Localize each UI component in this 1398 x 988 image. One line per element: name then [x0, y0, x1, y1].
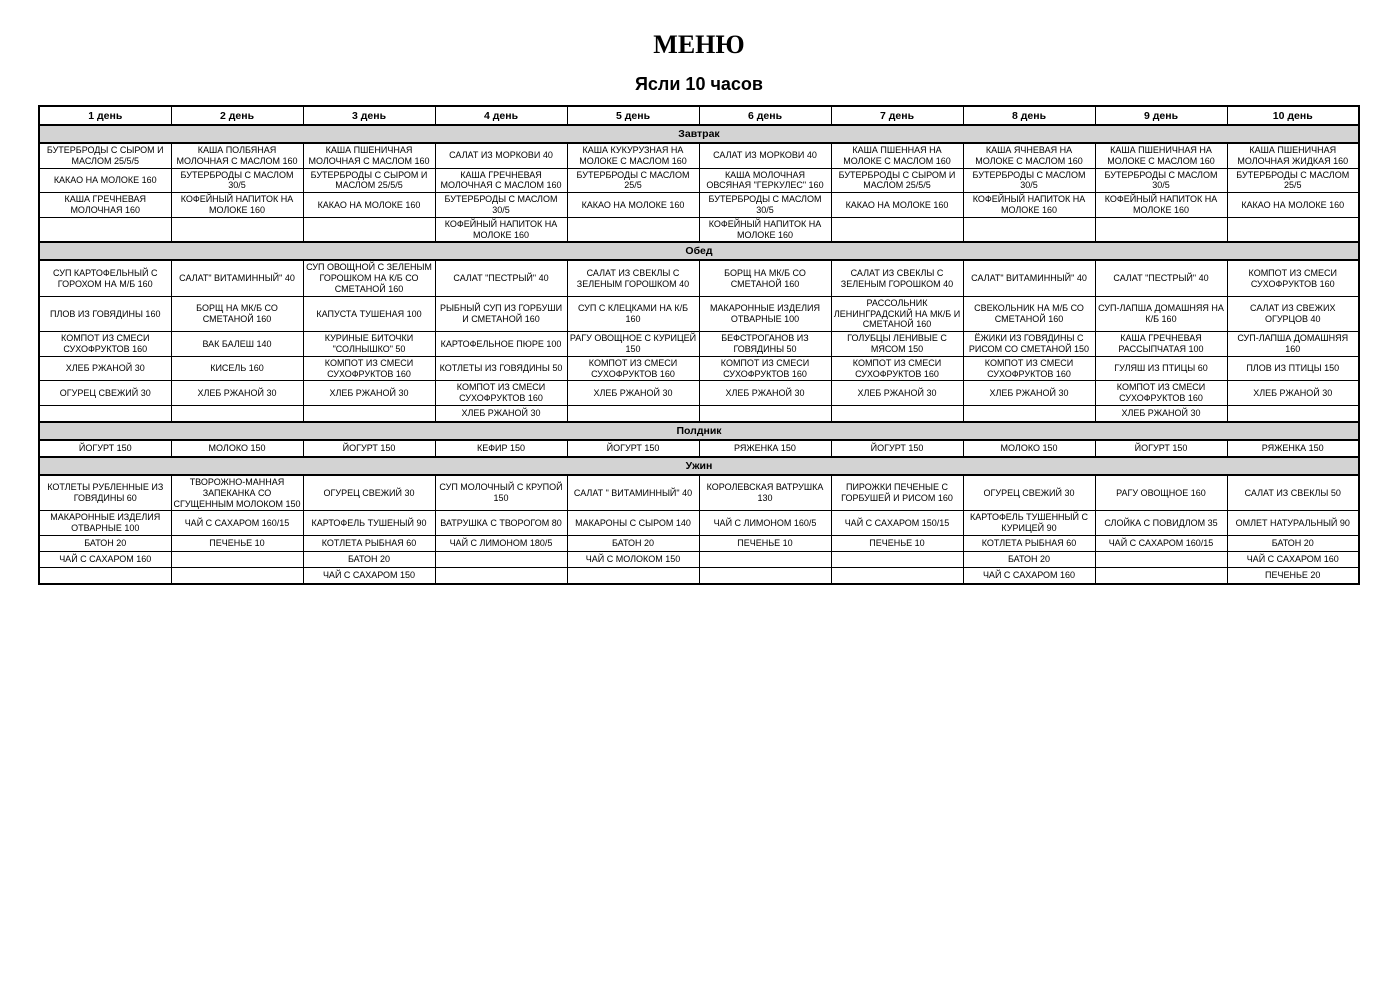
menu-cell: ЧАЙ С САХАРОМ 150/15	[831, 511, 963, 536]
menu-cell: ХЛЕБ РЖАНОЙ 30	[567, 381, 699, 406]
menu-cell: КОФЕЙНЫЙ НАПИТОК НА МОЛОКЕ 160	[1095, 193, 1227, 218]
menu-cell: КОМПОТ ИЗ СМЕСИ СУХОФРУКТОВ 160	[567, 356, 699, 381]
menu-cell: КАША ГРЕЧНЕВАЯ РАССЫПЧАТАЯ 100	[1095, 332, 1227, 357]
menu-cell: КОФЕЙНЫЙ НАПИТОК НА МОЛОКЕ 160	[963, 193, 1095, 218]
menu-cell: СУП ОВОЩНОЙ С ЗЕЛЕНЫМ ГОРОШКОМ НА К/Б СО СМЕТАНОЙ 160	[303, 260, 435, 296]
menu-cell: ЧАЙ С МОЛОКОМ 150	[567, 551, 699, 567]
menu-row	[39, 296, 1359, 331]
day-header: 2 день	[171, 106, 303, 125]
day-header: 8 день	[963, 106, 1095, 125]
menu-cell: КАКАО НА МОЛОКЕ 160	[1227, 193, 1359, 218]
menu-cell: СУП МОЛОЧНЫЙ С КРУПОЙ 150	[435, 475, 567, 511]
section-row	[39, 242, 1359, 260]
menu-cell: ЙОГУРТ 150	[1095, 440, 1227, 457]
menu-cell: БОРЩ НА МК/Б СО СМЕТАНОЙ 160	[171, 296, 303, 331]
menu-cell: САЛАТ " ВИТАМИННЫЙ" 40	[567, 475, 699, 511]
menu-cell: КАКАО НА МОЛОКЕ 160	[567, 193, 699, 218]
menu-row	[39, 332, 1359, 357]
menu-cell: ПИРОЖКИ ПЕЧЕНЫЕ С ГОРБУШЕЙ И РИСОМ 160	[831, 475, 963, 511]
menu-cell: ПЛОВ ИЗ ПТИЦЫ 150	[1227, 356, 1359, 381]
menu-cell: САЛАТ ИЗ СВЕКЛЫ 50	[1227, 475, 1359, 511]
menu-cell: ХЛЕБ РЖАНОЙ 30	[1227, 381, 1359, 406]
page-subtitle: Ясли 10 часов	[634, 74, 763, 94]
menu-cell	[831, 551, 963, 567]
menu-cell	[963, 217, 1095, 242]
menu-cell: КОФЕЙНЫЙ НАПИТОК НА МОЛОКЕ 160	[699, 217, 831, 242]
menu-cell: ПЕЧЕНЬЕ 20	[1227, 567, 1359, 584]
menu-table-container	[38, 105, 1360, 585]
menu-cell: КОФЕЙНЫЙ НАПИТОК НА МОЛОКЕ 160	[435, 217, 567, 242]
menu-cell: РЫБНЫЙ СУП ИЗ ГОРБУШИ И СМЕТАНОЙ 160	[435, 296, 567, 331]
menu-row	[39, 260, 1359, 296]
menu-cell	[39, 567, 171, 584]
menu-cell: РЯЖЕНКА 150	[1227, 440, 1359, 457]
menu-cell: БУТЕРБРОДЫ С МАСЛОМ 30/5	[171, 168, 303, 193]
menu-cell	[1095, 217, 1227, 242]
menu-cell: ЙОГУРТ 150	[831, 440, 963, 457]
menu-cell	[831, 405, 963, 422]
menu-cell: ГУЛЯШ ИЗ ПТИЦЫ 60	[1095, 356, 1227, 381]
menu-cell: КАРТОФЕЛЬ ТУШЕННЫЙ С КУРИЦЕЙ 90	[963, 511, 1095, 536]
menu-cell: САЛАТ ИЗ СВЕКЛЫ С ЗЕЛЕНЫМ ГОРОШКОМ 40	[831, 260, 963, 296]
menu-cell: ЁЖИКИ ИЗ ГОВЯДИНЫ С РИСОМ СО СМЕТАНОЙ 150	[963, 332, 1095, 357]
menu-row	[39, 475, 1359, 511]
menu-cell: КОМПОТ ИЗ СМЕСИ СУХОФРУКТОВ 160	[1227, 260, 1359, 296]
menu-row	[39, 381, 1359, 406]
menu-cell	[435, 567, 567, 584]
menu-cell: БУТЕРБРОДЫ С СЫРОМ И МАСЛОМ 25/5/5	[303, 168, 435, 193]
menu-cell: КАКАО НА МОЛОКЕ 160	[39, 168, 171, 193]
menu-cell: САЛАТ ИЗ СВЕЖИХ ОГУРЦОВ 40	[1227, 296, 1359, 331]
menu-cell: ХЛЕБ РЖАНОЙ 30	[1095, 405, 1227, 422]
menu-cell	[1095, 567, 1227, 584]
menu-cell: БАТОН 20	[303, 551, 435, 567]
day-header: 9 день	[1095, 106, 1227, 125]
menu-cell: СУП С КЛЕЦКАМИ НА К/Б 160	[567, 296, 699, 331]
menu-cell: КАША ПШЕНИЧНАЯ МОЛОЧНАЯ С МАСЛОМ 160	[303, 143, 435, 168]
menu-cell	[567, 567, 699, 584]
menu-cell: КАША ПШЕНИЧНАЯ МОЛОЧНАЯ ЖИДКАЯ 160	[1227, 143, 1359, 168]
section-header: Завтрак	[39, 125, 1359, 143]
day-header: 5 день	[567, 106, 699, 125]
day-header: 3 день	[303, 106, 435, 125]
menu-cell: КОМПОТ ИЗ СМЕСИ СУХОФРУКТОВ 160	[39, 332, 171, 357]
menu-cell	[171, 405, 303, 422]
menu-cell: БУТЕРБРОДЫ С МАСЛОМ 30/5	[1095, 168, 1227, 193]
menu-cell	[1095, 551, 1227, 567]
menu-row	[39, 143, 1359, 168]
menu-cell: СВЕКОЛЬНИК НА М/Б СО СМЕТАНОЙ 160	[963, 296, 1095, 331]
menu-cell: КАША ПШЕННАЯ НА МОЛОКЕ С МАСЛОМ 160	[831, 143, 963, 168]
menu-cell: КАША ПШЕНИЧНАЯ НА МОЛОКЕ С МАСЛОМ 160	[1095, 143, 1227, 168]
menu-cell	[831, 567, 963, 584]
menu-row	[39, 440, 1359, 457]
day-header-row	[39, 106, 1359, 125]
menu-cell: ХЛЕБ РЖАНОЙ 30	[171, 381, 303, 406]
menu-cell: БОРЩ НА МК/Б СО СМЕТАНОЙ 160	[699, 260, 831, 296]
menu-cell: ЧАЙ С ЛИМОНОМ 180/5	[435, 535, 567, 551]
menu-cell: ПЕЧЕНЬЕ 10	[699, 535, 831, 551]
section-row	[39, 125, 1359, 143]
menu-cell: КАША ГРЕЧНЕВАЯ МОЛОЧНАЯ С МАСЛОМ 160	[435, 168, 567, 193]
menu-cell: КОМПОТ ИЗ СМЕСИ СУХОФРУКТОВ 160	[699, 356, 831, 381]
section-header: Ужин	[39, 457, 1359, 475]
menu-cell: ПЕЧЕНЬЕ 10	[831, 535, 963, 551]
menu-cell: ЙОГУРТ 150	[39, 440, 171, 457]
menu-cell: КАКАО НА МОЛОКЕ 160	[303, 193, 435, 218]
menu-cell: ЧАЙ С САХАРОМ 160/15	[1095, 535, 1227, 551]
menu-cell: БАТОН 20	[39, 535, 171, 551]
menu-cell: БУТЕРБРОДЫ С МАСЛОМ 25/5	[567, 168, 699, 193]
menu-cell: ГОЛУБЦЫ ЛЕНИВЫЕ С МЯСОМ 150	[831, 332, 963, 357]
menu-cell	[963, 405, 1095, 422]
menu-cell: РАГУ ОВОЩНОЕ С КУРИЦЕЙ 150	[567, 332, 699, 357]
menu-cell: МАКАРОННЫЕ ИЗДЕЛИЯ ОТВАРНЫЕ 100	[699, 296, 831, 331]
menu-cell	[171, 551, 303, 567]
menu-cell: БУТЕРБРОДЫ С МАСЛОМ 25/5	[1227, 168, 1359, 193]
menu-cell: БАТОН 20	[567, 535, 699, 551]
menu-cell: ЧАЙ С САХАРОМ 160	[1227, 551, 1359, 567]
menu-cell: КОФЕЙНЫЙ НАПИТОК НА МОЛОКЕ 160	[171, 193, 303, 218]
section-row	[39, 422, 1359, 440]
menu-cell: ХЛЕБ РЖАНОЙ 30	[963, 381, 1095, 406]
menu-cell	[567, 217, 699, 242]
menu-cell: ОГУРЕЦ СВЕЖИЙ 30	[963, 475, 1095, 511]
menu-cell: СУП-ЛАПША ДОМАШНЯЯ 160	[1227, 332, 1359, 357]
menu-row	[39, 217, 1359, 242]
menu-cell: БАТОН 20	[1227, 535, 1359, 551]
menu-cell: КОМПОТ ИЗ СМЕСИ СУХОФРУКТОВ 160	[831, 356, 963, 381]
menu-cell: КАША ПОЛБЯНАЯ МОЛОЧНАЯ С МАСЛОМ 160	[171, 143, 303, 168]
menu-row	[39, 511, 1359, 536]
menu-cell	[831, 217, 963, 242]
menu-cell: БУТЕРБРОДЫ С СЫРОМ И МАСЛОМ 25/5/5	[831, 168, 963, 193]
menu-row	[39, 168, 1359, 193]
menu-cell: ХЛЕБ РЖАНОЙ 30	[435, 405, 567, 422]
menu-cell: БУТЕРБРОДЫ С МАСЛОМ 30/5	[963, 168, 1095, 193]
menu-row	[39, 535, 1359, 551]
menu-cell: САЛАТ" ВИТАМИННЫЙ" 40	[171, 260, 303, 296]
menu-cell: САЛАТ ИЗ МОРКОВИ 40	[435, 143, 567, 168]
menu-cell: ОГУРЕЦ СВЕЖИЙ 30	[303, 475, 435, 511]
menu-cell	[303, 217, 435, 242]
menu-cell	[171, 567, 303, 584]
menu-cell: КОМПОТ ИЗ СМЕСИ СУХОФРУКТОВ 160	[303, 356, 435, 381]
menu-cell: БУТЕРБРОДЫ С МАСЛОМ 30/5	[435, 193, 567, 218]
menu-row	[39, 551, 1359, 567]
menu-cell: ЙОГУРТ 150	[303, 440, 435, 457]
menu-cell: МАКАРОНЫ С СЫРОМ 140	[567, 511, 699, 536]
menu-cell: КАША ГРЕЧНЕВАЯ МОЛОЧНАЯ 160	[39, 193, 171, 218]
menu-cell: САЛАТ "ПЕСТРЫЙ" 40	[1095, 260, 1227, 296]
menu-cell: ЧАЙ С САХАРОМ 150	[303, 567, 435, 584]
menu-row	[39, 567, 1359, 584]
day-header: 4 день	[435, 106, 567, 125]
menu-cell: СУП-ЛАПША ДОМАШНЯЯ НА К/Б 160	[1095, 296, 1227, 331]
menu-cell: КАПУСТА ТУШЕНАЯ 100	[303, 296, 435, 331]
menu-cell: САЛАТ ИЗ СВЕКЛЫ С ЗЕЛЕНЫМ ГОРОШКОМ 40	[567, 260, 699, 296]
menu-cell: ХЛЕБ РЖАНОЙ 30	[303, 381, 435, 406]
menu-body	[39, 125, 1359, 584]
menu-table	[38, 105, 1360, 585]
menu-cell: КОТЛЕТЫ РУБЛЕННЫЕ ИЗ ГОВЯДИНЫ 60	[39, 475, 171, 511]
menu-cell: ПЛОВ ИЗ ГОВЯДИНЫ 160	[39, 296, 171, 331]
menu-row	[39, 193, 1359, 218]
day-header: 1 день	[39, 106, 171, 125]
section-header: Полдник	[39, 422, 1359, 440]
section-header: Обед	[39, 242, 1359, 260]
menu-cell	[435, 551, 567, 567]
menu-cell: ОГУРЕЦ СВЕЖИЙ 30	[39, 381, 171, 406]
menu-cell: МАКАРОННЫЕ ИЗДЕЛИЯ ОТВАРНЫЕ 100	[39, 511, 171, 536]
menu-cell: КАРТОФЕЛЬ ТУШЕНЫЙ 90	[303, 511, 435, 536]
day-header: 10 день	[1227, 106, 1359, 125]
menu-cell: КАКАО НА МОЛОКЕ 160	[831, 193, 963, 218]
menu-cell: КАША КУКУРУЗНАЯ НА МОЛОКЕ С МАСЛОМ 160	[567, 143, 699, 168]
menu-cell: САЛАТ" ВИТАМИННЫЙ" 40	[963, 260, 1095, 296]
menu-cell: ТВОРОЖНО-МАННАЯ ЗАПЕКАНКА СО СГУЩЕННЫМ МОЛОКОМ 150	[171, 475, 303, 511]
menu-row	[39, 405, 1359, 422]
menu-cell	[171, 217, 303, 242]
menu-cell: КОРОЛЕВСКАЯ ВАТРУШКА 130	[699, 475, 831, 511]
menu-cell: РАССОЛЬНИК ЛЕНИНГРАДСКИЙ НА МК/Б И СМЕТАНОЙ 160	[831, 296, 963, 331]
menu-cell: ХЛЕБ РЖАНОЙ 30	[831, 381, 963, 406]
menu-cell: ВАК БАЛЕШ 140	[171, 332, 303, 357]
menu-cell: ПЕЧЕНЬЕ 10	[171, 535, 303, 551]
section-row	[39, 457, 1359, 475]
menu-cell: ХЛЕБ РЖАНОЙ 30	[39, 356, 171, 381]
menu-cell	[699, 567, 831, 584]
menu-cell: РЯЖЕНКА 150	[699, 440, 831, 457]
menu-cell: КОМПОТ ИЗ СМЕСИ СУХОФРУКТОВ 160	[1095, 381, 1227, 406]
menu-cell	[1227, 217, 1359, 242]
menu-cell: МОЛОКО 150	[171, 440, 303, 457]
menu-cell: КОТЛЕТЫ ИЗ ГОВЯДИНЫ 50	[435, 356, 567, 381]
menu-cell: ЧАЙ С САХАРОМ 160	[963, 567, 1095, 584]
menu-cell: КОМПОТ ИЗ СМЕСИ СУХОФРУКТОВ 160	[435, 381, 567, 406]
menu-cell: САЛАТ "ПЕСТРЫЙ" 40	[435, 260, 567, 296]
menu-cell: ЧАЙ С САХАРОМ 160	[39, 551, 171, 567]
menu-cell: ЙОГУРТ 150	[567, 440, 699, 457]
menu-cell	[567, 405, 699, 422]
menu-cell: КОТЛЕТА РЫБНАЯ 60	[963, 535, 1095, 551]
menu-cell	[39, 405, 171, 422]
menu-cell: РАГУ ОВОЩНОЕ 160	[1095, 475, 1227, 511]
menu-cell: КИСЕЛЬ 160	[171, 356, 303, 381]
menu-cell: КОТЛЕТА РЫБНАЯ 60	[303, 535, 435, 551]
menu-row	[39, 356, 1359, 381]
menu-cell: КАРТОФЕЛЬНОЕ ПЮРЕ 100	[435, 332, 567, 357]
menu-cell	[1227, 405, 1359, 422]
menu-cell: СЛОЙКА С ПОВИДЛОМ 35	[1095, 511, 1227, 536]
menu-cell: ХЛЕБ РЖАНОЙ 30	[699, 381, 831, 406]
day-header: 6 день	[699, 106, 831, 125]
menu-cell: КАША МОЛОЧНАЯ ОВСЯНАЯ "ГЕРКУЛЕС" 160	[699, 168, 831, 193]
menu-cell: СУП КАРТОФЕЛЬНЫЙ С ГОРОХОМ НА М/Б 160	[39, 260, 171, 296]
menu-cell: БУТЕРБРОДЫ С МАСЛОМ 30/5	[699, 193, 831, 218]
menu-cell: ОМЛЕТ НАТУРАЛЬНЫЙ 90	[1227, 511, 1359, 536]
menu-cell: КОМПОТ ИЗ СМЕСИ СУХОФРУКТОВ 160	[963, 356, 1095, 381]
page-title: МЕНЮ	[653, 30, 745, 59]
menu-cell: КАША ЯЧНЕВАЯ НА МОЛОКЕ С МАСЛОМ 160	[963, 143, 1095, 168]
menu-cell	[699, 551, 831, 567]
day-header: 7 день	[831, 106, 963, 125]
menu-cell: КУРИНЫЕ БИТОЧКИ "СОЛНЫШКО" 50	[303, 332, 435, 357]
menu-cell: БУТЕРБРОДЫ С СЫРОМ И МАСЛОМ 25/5/5	[39, 143, 171, 168]
menu-cell	[699, 405, 831, 422]
menu-cell: ЧАЙ С САХАРОМ 160/15	[171, 511, 303, 536]
menu-cell: БАТОН 20	[963, 551, 1095, 567]
menu-cell	[39, 217, 171, 242]
menu-cell	[303, 405, 435, 422]
menu-cell: ВАТРУШКА С ТВОРОГОМ 80	[435, 511, 567, 536]
menu-cell: БЕФСТРОГАНОВ ИЗ ГОВЯДИНЫ 50	[699, 332, 831, 357]
menu-cell: КЕФИР 150	[435, 440, 567, 457]
menu-cell: ЧАЙ С ЛИМОНОМ 160/5	[699, 511, 831, 536]
menu-cell: САЛАТ ИЗ МОРКОВИ 40	[699, 143, 831, 168]
menu-cell: МОЛОКО 150	[963, 440, 1095, 457]
